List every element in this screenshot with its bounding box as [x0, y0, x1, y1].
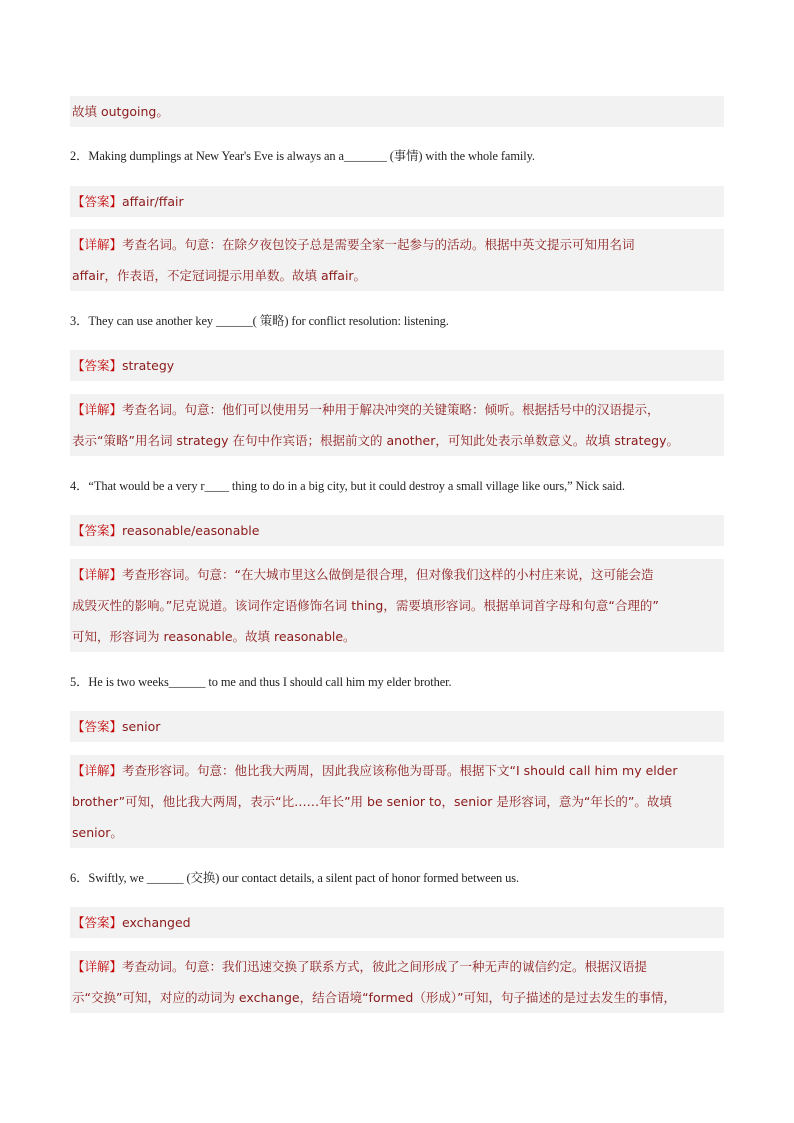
answer-text: affair/ffair	[122, 194, 184, 209]
answer-text: senior	[122, 719, 161, 734]
explanation-tag: 【详解】	[72, 959, 123, 974]
answer-3	[70, 350, 724, 381]
explanation-line: 考查名词。句意：在除夕夜包饺子总是需要全家一起参与的活动。根据中英文提示可知用名词	[122, 237, 635, 252]
question-text: 4．“That would be a very r____ thing to do in a big city, but it could destroy a small village like ours,” Nick said.	[70, 479, 625, 493]
explanation-3	[70, 394, 724, 456]
explanation-line: affair，作表语，不定冠词提示用单数。故填 affair。	[72, 268, 367, 283]
explanation-tail	[70, 96, 724, 127]
answer-4	[70, 515, 724, 546]
question-2	[70, 146, 724, 166]
answer-tag: 【答案】	[72, 719, 123, 734]
answer-tag: 【答案】	[72, 194, 123, 209]
explanation-tag: 【详解】	[72, 402, 123, 417]
explanation-4	[70, 559, 724, 652]
answer-tag: 【答案】	[72, 523, 123, 538]
explanation-line: 成毁灭性的影响。”尼克说道。该词作定语修饰名词 thing，需要填形容词。根据单词首字母和句意“合理的”	[72, 598, 659, 613]
explanation-line: 可知，形容词为 reasonable。故填 reasonable。	[72, 629, 356, 644]
question-text: 2．Making dumplings at New Year's Eve is always an a_______ (事情) with the whole family.	[70, 149, 535, 163]
explanation-line: 表示“策略”用名词 strategy 在句中作宾语；根据前文的 another，可知此处表示单数意义。故填 strategy。	[72, 433, 680, 448]
explanation-5	[70, 755, 724, 848]
answer-text: strategy	[122, 358, 175, 373]
answer-text: exchanged	[122, 915, 191, 930]
answer-2	[70, 186, 724, 217]
answer-tag: 【答案】	[72, 915, 123, 930]
explanation-line: 考查形容词。句意：“在大城市里这么做倒是很合理，但对像我们这样的小村庄来说，这可能会造	[122, 567, 654, 582]
explanation-tag: 【详解】	[72, 567, 123, 582]
answer-text: reasonable/easonable	[122, 523, 260, 538]
explanation-line: 考查名词。句意：他们可以使用另一种用于解决冲突的关键策略：倾听。根据括号中的汉语提示，	[122, 402, 660, 417]
explanation-6	[70, 951, 724, 1013]
question-text: 6．Swiftly, we ______ (交换) our contact details, a silent pact of honor formed between us.	[70, 871, 519, 885]
explanation-line: brother”可知，他比我大两周，表示“比……年长”用 be senior to，senior 是形容词，意为“年长的”。故填	[72, 794, 672, 809]
question-3	[70, 311, 724, 331]
explanation-line: senior。	[72, 825, 123, 840]
question-text: 5．He is two weeks______ to me and thus I should call him my elder brother.	[70, 675, 452, 689]
explanation-tag: 【详解】	[72, 237, 123, 252]
question-text: 3．They can use another key ______( 策略) for conflict resolution: listening.	[70, 314, 449, 328]
explanation-2	[70, 229, 724, 291]
answer-6	[70, 907, 724, 938]
answer-tag: 【答案】	[72, 358, 123, 373]
question-6	[70, 868, 724, 888]
explanation-line: 故填 outgoing。	[72, 104, 169, 119]
answer-5	[70, 711, 724, 742]
question-5	[70, 672, 724, 692]
explanation-line: 考查形容词。句意：他比我大两周，因此我应该称他为哥哥。根据下文“I should call him my elder	[122, 763, 678, 778]
question-4	[70, 476, 724, 496]
explanation-line: 示“交换”可知，对应的动词为 exchange，结合语境“formed（形成）”可知，句子描述的是过去发生的事情，	[72, 990, 677, 1005]
explanation-line: 考查动词。句意：我们迅速交换了联系方式，彼此之间形成了一种无声的诚信约定。根据汉语提	[122, 959, 648, 974]
explanation-tag: 【详解】	[72, 763, 123, 778]
